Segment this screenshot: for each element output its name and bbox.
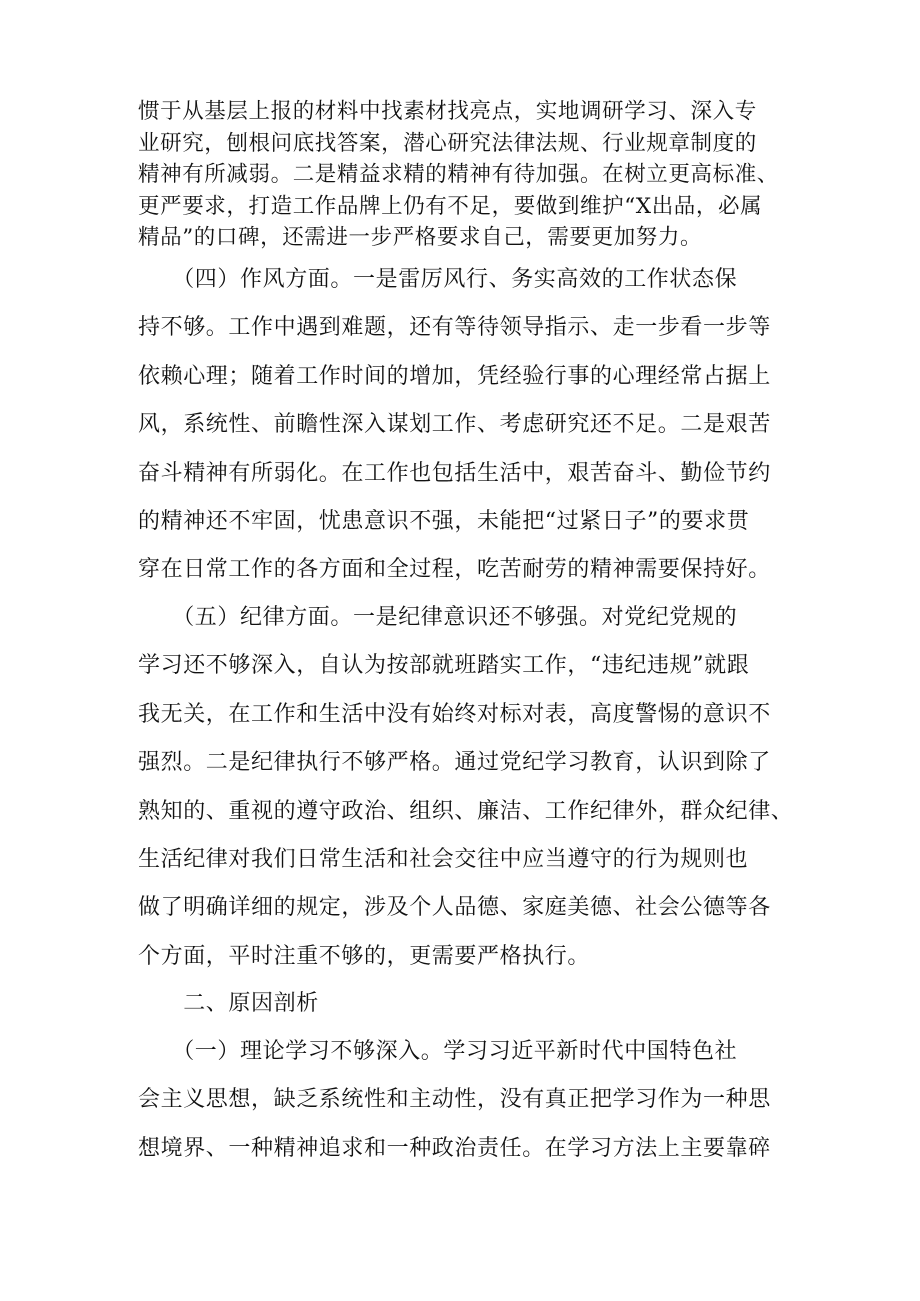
- text-line: 熟知的、重视的遵守政治、组织、廉洁、工作纪律外，群众纪律、: [138, 798, 794, 824]
- text-line: 业研究，刨根问底找答案，潜心研究法律法规、行业规章制度的: [138, 130, 757, 156]
- text-line: 想境界、一种精神追求和一种政治责任。在学习方法上主要靠碎: [138, 1135, 771, 1161]
- text-line: 学习还不够深入，自认为按部就班踏实工作，“违纪违规”就跟: [138, 653, 750, 679]
- text-line: （四）作风方面。一是雷厉风行、务实高效的工作状态保: [138, 267, 738, 292]
- text-line: 惯于从基层上报的材料中找素材找亮点，实地调研学习、深入专: [138, 99, 757, 124]
- paragraph-discipline: [138, 594, 798, 981]
- text-line: 精品”的口碑，还需进一步严格要求自己，需要更加努力。: [138, 225, 703, 251]
- paragraph-work-style: [138, 256, 798, 595]
- text-line: 穿在日常工作的各方面和全过程，吃苦耐劳的精神需要保持好。: [138, 557, 771, 583]
- text-line: （一）理论学习不够深入。学习习近平新时代中国特色社: [138, 1039, 738, 1064]
- text-line: 持不够。工作中遇到难题，还有等待领导指示、走一步看一步等: [138, 315, 771, 341]
- paragraph-continuation: [138, 96, 798, 254]
- text-line: 强烈。二是纪律执行不够严格。通过党纪学习教育，认识到除了: [138, 750, 771, 776]
- text-line: （五）纪律方面。一是纪律意识还不够强。对党纪党规的: [138, 605, 738, 630]
- text-line: 做了明确详细的规定，涉及个人品德、家庭美德、社会公德等各: [138, 895, 771, 921]
- text-line: 生活纪律对我们日常生活和社会交往中应当遵守的行为规则也: [138, 847, 749, 873]
- text-line: 我无关，在工作和生活中没有始终对标对表，高度警惕的意识不: [138, 701, 771, 727]
- heading-line: 二、原因剖析: [138, 991, 319, 1016]
- section-heading-cause-analysis: [138, 980, 798, 1028]
- text-line: 精神有所减弱。二是精益求精的精神有待加强。在树立更高标准、: [138, 162, 779, 188]
- text-line: 个方面，平时注重不够的，更需要严格执行。: [138, 943, 591, 969]
- paragraph-theory-study: [138, 1028, 798, 1173]
- text-line: 更严要求，打造工作品牌上仍有不足，要做到维护“X出品，必属: [138, 193, 763, 219]
- text-line: 会主义思想，缺乏系统性和主动性，没有真正把学习作为一种思: [138, 1087, 771, 1113]
- text-line: 依赖心理；随着工作时间的增加，凭经验行事的心理经常占据上: [138, 363, 771, 389]
- text-line: 风，系统性、前瞻性深入谋划工作、考虑研究还不足。二是艰苦: [138, 412, 771, 438]
- text-line: 奋斗精神有所弱化。在工作也包括生活中，艰苦奋斗、勤俭节约: [138, 460, 771, 486]
- text-line: 的精神还不牢固，忧患意识不强，未能把“过紧日子”的要求贯: [138, 509, 750, 535]
